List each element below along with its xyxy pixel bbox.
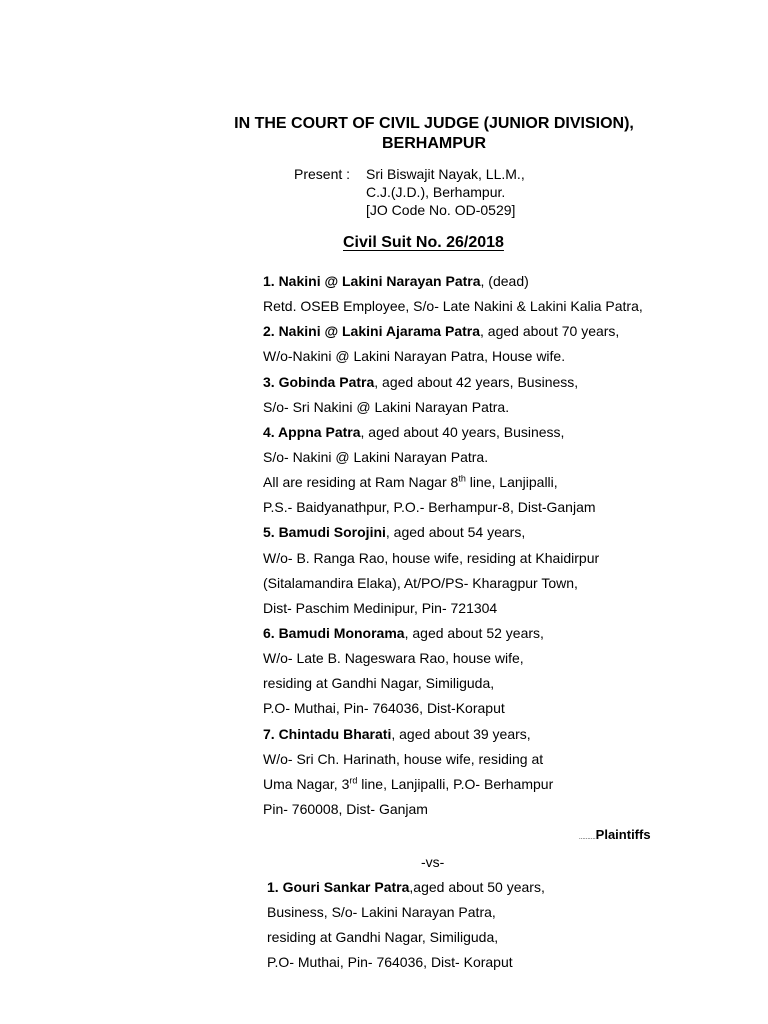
plaintiff-3-name: 3. Gobinda Patra [263, 373, 375, 390]
plaintiff-2-age: , aged about 70 years, [480, 323, 620, 340]
residence-ordinal: th [458, 473, 466, 484]
plaintiff-6-detail-3: P.O- Muthai, Pin- 764036, Dist-Koraput [263, 700, 505, 717]
plaintiff-5-detail-1: W/o- B. Ranga Rao, house wife, residing at Khaidirpur [263, 549, 600, 566]
presiding-officer-block [294, 165, 525, 219]
residence-text: All are residing at Ram Nagar 8 [263, 474, 459, 491]
plaintiffs-label [579, 827, 651, 842]
plaintiff-2-name: 2. Nakini @ Lakini Ajarama Patra [263, 323, 480, 340]
plaintiff-6-line [263, 624, 643, 649]
versus-separator: -vs- [421, 854, 445, 870]
defendant-1-detail-1: Business, S/o- Lakini Narayan Patra, [267, 904, 496, 920]
plaintiff-4-age: , aged about 40 years, Business, [360, 423, 565, 440]
defendants-list [267, 878, 545, 978]
plaintiffs-label-text: Plaintiffs [595, 827, 651, 842]
plaintiff-7-address: Uma Nagar, 3 [263, 775, 350, 792]
residence-text-tail: line, Lanjipalli, [465, 474, 558, 491]
residence-line [263, 473, 643, 498]
plaintiff-5-name: 5. Bamudi Sorojini [263, 524, 386, 541]
plaintiff-4-detail: S/o- Nakini @ Lakini Narayan Patra. [263, 448, 489, 465]
suit-number: Civil Suit No. 26/2018 [343, 234, 504, 251]
plaintiff-1-line [263, 272, 643, 297]
plaintiffs-dots: .......... [579, 835, 596, 841]
defendant-1-age: ,aged about 50 years, [409, 879, 545, 895]
plaintiff-7-ordinal: rd [349, 775, 358, 786]
plaintiff-1-detail: Retd. OSEB Employee, S/o- Late Nakini & Lakini Kalia Patra, [263, 298, 643, 315]
present-label: Present : [294, 166, 351, 182]
plaintiff-7-name: 7. Chintadu Bharati [263, 725, 392, 742]
plaintiff-7-line [263, 725, 643, 750]
plaintiff-5-age: , aged about 54 years, [385, 524, 526, 541]
plaintiffs-list [263, 272, 643, 825]
judge-designation: C.J.(J.D.), Berhampur. [366, 184, 506, 200]
plaintiff-7-address-tail: line, Lanjipalli, P.O- Berhampur [357, 775, 554, 792]
jo-code: [JO Code No. OD-0529] [366, 202, 516, 218]
residence-detail: P.S.- Baidyanathpur, P.O.- Berhampur-8, Dist-Ganjam [263, 499, 596, 516]
plaintiff-7-detail-3: Pin- 760008, Dist- Ganjam [263, 800, 428, 817]
plaintiff-7-detail-2 [263, 775, 643, 800]
plaintiff-5-detail-2: (Sitalamandira Elaka), At/PO/PS- Kharagpur Town, [263, 574, 578, 591]
plaintiff-7-age: , aged about 39 years, [391, 725, 531, 742]
defendant-1-detail-3: P.O- Muthai, Pin- 764036, Dist- Koraput [267, 954, 513, 970]
defendant-1-detail-2: residing at Gandhi Nagar, Similiguda, [267, 929, 499, 945]
plaintiff-3-detail: S/o- Sri Nakini @ Lakini Narayan Patra. [263, 398, 510, 415]
plaintiff-6-age: , aged about 52 years, [404, 624, 544, 641]
plaintiff-3-line [263, 373, 643, 398]
plaintiff-6-detail-2: residing at Gandhi Nagar, Similiguda, [263, 675, 495, 692]
court-title-line2: BERHAMPUR [382, 135, 486, 152]
plaintiff-1-name: 1. Nakini @ Lakini Narayan Patra [263, 273, 481, 289]
plaintiff-7-detail-1: W/o- Sri Ch. Harinath, house wife, residing at [263, 750, 544, 767]
defendant-1-line [267, 878, 545, 903]
court-title [0, 114, 768, 154]
plaintiff-5-detail-3: Dist- Paschim Medinipur, Pin- 721304 [263, 599, 498, 616]
plaintiff-4-line [263, 423, 643, 448]
plaintiff-6-detail-1: W/o- Late B. Nageswara Rao, house wife, [263, 650, 524, 667]
judge-name: Sri Biswajit Nayak, LL.M., [366, 166, 525, 182]
plaintiff-5-line [263, 523, 643, 548]
defendant-1-name: 1. Gouri Sankar Patra [267, 879, 410, 895]
court-title-line1: IN THE COURT OF CIVIL JUDGE (JUNIOR DIVISION), [234, 115, 634, 132]
plaintiff-3-age: , aged about 42 years, Business, [374, 373, 579, 390]
plaintiff-2-detail: W/o-Nakini @ Lakini Narayan Patra, House wife. [263, 348, 566, 365]
plaintiff-1-status: , (dead) [480, 273, 529, 289]
plaintiff-6-name: 6. Bamudi Monorama [263, 624, 405, 641]
plaintiff-2-line [263, 322, 643, 347]
plaintiff-4-name: 4. Appna Patra [263, 423, 361, 440]
